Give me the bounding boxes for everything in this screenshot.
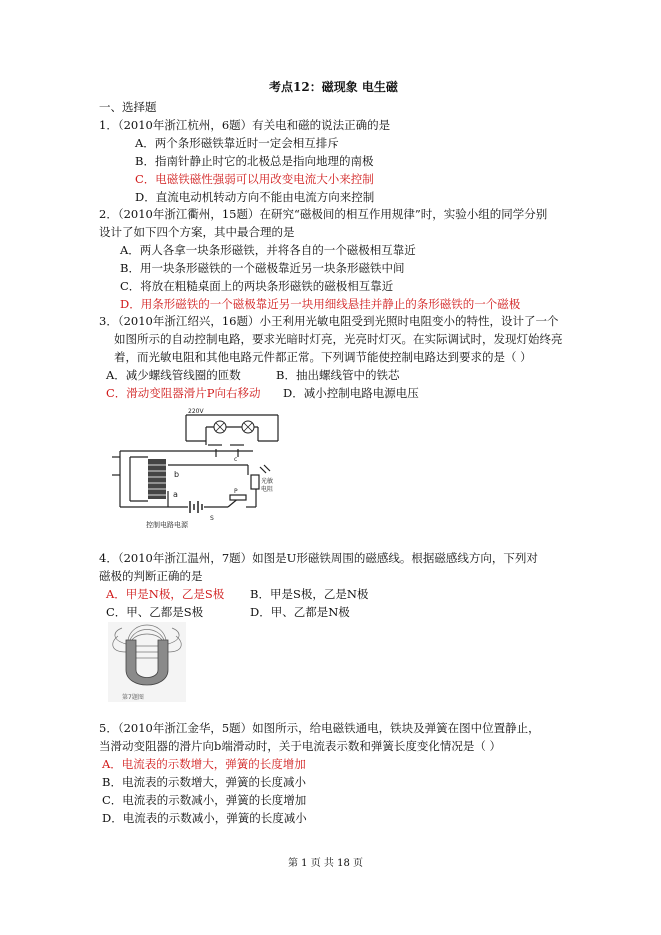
point-a-label: a <box>173 490 178 499</box>
question-3-option-a: A．减少螺线管线圈的匝数 <box>106 368 241 382</box>
question-3-option-c-answer: C．滑动变阻器滑片P向右移动 <box>106 386 261 400</box>
question-4-option-a-answer: A．甲是N极，乙是S极 <box>106 587 225 601</box>
voltage-label: 220V <box>188 408 204 415</box>
question-2-stem-line1: 2．（2010年浙江衢州，15题）在研究“磁极间的相互作用规律”时，实验小组的同学分别 <box>99 207 548 221</box>
question-1-option-a: A．两个条形磁铁靠近时一定会相互排斥 <box>135 136 339 150</box>
question-3-option-b: B．抽出螺线管中的铁芯 <box>276 368 400 382</box>
control-circuit-figure <box>108 405 293 530</box>
question-4-option-c: C．甲、乙都是S极 <box>106 605 204 619</box>
point-b-label: b <box>174 470 180 479</box>
switch-s-label: S <box>210 515 214 522</box>
photoresistor-label-2: 电阻 <box>261 486 274 493</box>
question-1-stem: 1．（2010年浙江杭州，6题）有关电和磁的说法正确的是 <box>99 118 391 132</box>
question-3-stem-line2: 如图所示的自动控制电路，要求光暗时灯亮，光亮时灯灭。在实际调试时，发现灯始终亮 <box>114 332 563 346</box>
question-5-option-c: C．电流表的示数减小，弹簧的长度增加 <box>102 793 307 807</box>
u-magnet-figure <box>108 622 186 702</box>
question-5-option-a-answer: A．电流表的示数增大，弹簧的长度增加 <box>102 757 306 771</box>
point-c-label: c <box>234 456 238 463</box>
question-5-option-b: B．电流表的示数增大，弹簧的长度减小 <box>102 775 306 789</box>
question-3-stem-line1: 3．（2010年浙江绍兴，16题）小王利用光敏电阻受到光照时电阻变小的特性，设计了一个 <box>99 314 559 328</box>
question-3-stem-line3: 着，而光敏电阻和其他电路元件都正常。下列调节能使控制电路达到要求的是（ ） <box>114 350 532 364</box>
photoresistor-label-1: 光敏 <box>261 478 274 485</box>
question-5-option-d: D．电流表的示数减小，弹簧的长度减小 <box>102 811 307 825</box>
question-2-stem-line2: 设计了如下四个方案，其中最合理的是 <box>99 225 295 239</box>
question-4-option-b: B．甲是S极，乙是N极 <box>250 587 369 601</box>
circuit-caption: 控制电路电源 <box>146 521 188 529</box>
question-3-option-d: D．减小控制电路电源电压 <box>283 386 419 400</box>
section-heading: 一、选择题 <box>99 100 157 114</box>
magnet-figure-caption: 第7题图 <box>122 694 144 701</box>
question-2-option-a: A．两人各拿一块条形磁铁，并将各自的一个磁极相互靠近 <box>120 243 416 257</box>
question-2-option-b: B．用一块条形磁铁的一个磁极靠近另一块条形磁铁中间 <box>120 261 405 275</box>
question-2-option-c: C．将放在粗糙桌面上的两块条形磁铁的磁极相互靠近 <box>120 279 394 293</box>
question-4-option-d: D．甲、乙都是N极 <box>250 605 350 619</box>
question-2-option-d-answer: D．用条形磁铁的一个磁极靠近另一块用细线悬挂并静止的条形磁铁的一个磁极 <box>120 297 521 311</box>
question-1-option-c-answer: C．电磁铁磁性强弱可以用改变电流大小来控制 <box>135 172 374 186</box>
question-1-option-b: B．指南针静止时它的北极总是指向地理的南极 <box>135 154 374 168</box>
question-5-stem-line1: 5．（2010年浙江金华，5题）如图所示，给电磁铁通电，铁块及弹簧在图中位置静止， <box>99 721 540 735</box>
question-1-option-d: D．直流电动机转动方向不能由电流方向来控制 <box>135 190 375 204</box>
page-footer: 第 1 页 共 18 页 <box>288 858 363 869</box>
slider-p-label: P <box>234 488 238 495</box>
question-5-stem-line2: 当滑动变阻器的滑片向b端滑动时，关于电流表示数和弹簧长度变化情况是（ ） <box>99 739 502 753</box>
page-title: 考点12：磁现象 电生磁 <box>269 80 398 94</box>
question-4-stem-line2: 磁极的判断正确的是 <box>99 569 203 583</box>
question-4-stem-line1: 4．（2010年浙江温州，7题）如图是U形磁铁周围的磁感线。根据磁感线方向，下列对 <box>99 551 538 565</box>
